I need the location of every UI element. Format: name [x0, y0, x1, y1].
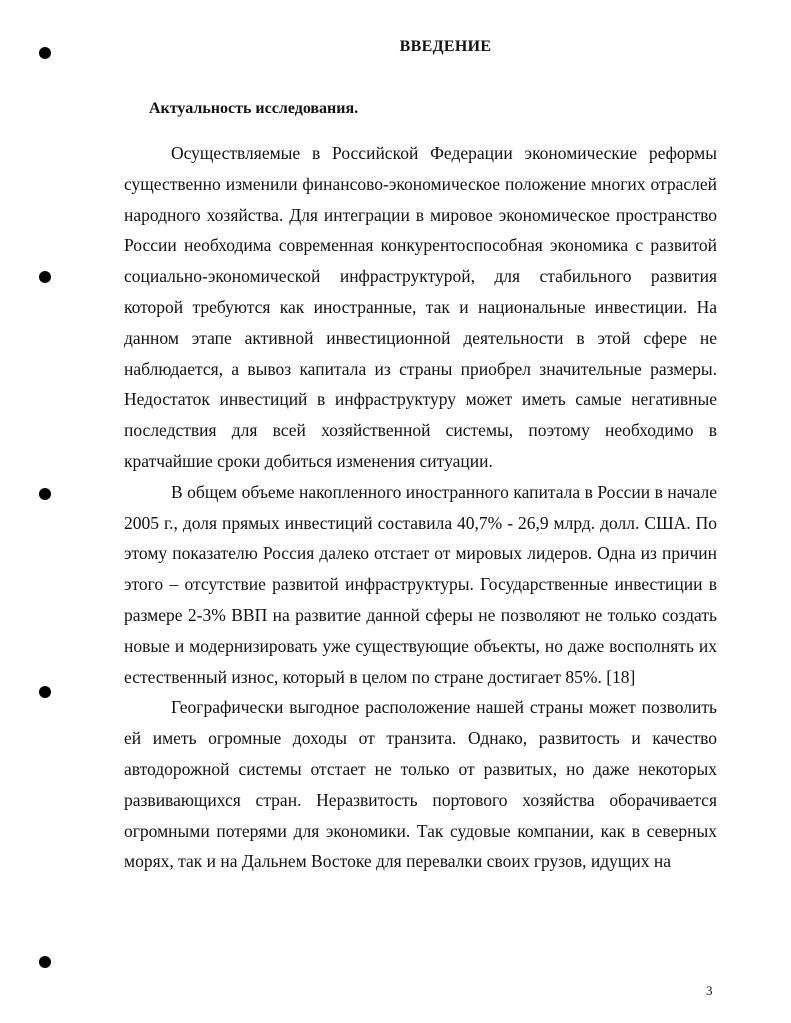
binder-hole-mark: [39, 271, 51, 283]
page-title: ВВЕДЕНИЕ: [399, 38, 492, 55]
paragraph: Осуществляемые в Российской Федерации экономические реформы существенно изменили финансово-экономическое положение многих отраслей народного хозяйства. Для интеграции в мировое экономическое пространство России необходима современная конкурентоспособная экономика с развитой социально-экономической инфраструктурой, для стабильного развития которой требуются как иностранные, так и национальные инвестиции. На данном этапе активной инвестиционной деятельности в этой сфере не наблюдается, а вывоз капитала из страны приобрел значительные размеры. Недостаток инвестиций в инфраструктуру может иметь самые негативные последствия для всей хозяйственной системы, поэтому необходимо в кратчайшие сроки добиться изменения ситуации.: [124, 143, 717, 471]
section-heading: Актуальность исследования.: [149, 100, 359, 117]
paragraph: В общем объеме накопленного иностранного капитала в России в начале 2005 г., доля прямых инвестиций составила 40,7% - 26,9 млрд. долл. США. По этому показателю Россия далеко отстает от мировых лидеров. Одна из причин этого – отсутствие развитой инфраструктуры. Государственные инвестиции в размере 2-3% ВВП на развитие данной сферы не позволяют не только создать новые и модернизировать уже существующие объекты, но даже восполнять их естественный износ, который в целом по стране достигает 85%. [18]: [124, 481, 717, 687]
page-number: 3: [706, 983, 713, 998]
body-text: [124, 138, 717, 877]
binder-hole-mark: [39, 956, 51, 968]
binder-hole-mark: [39, 686, 51, 698]
paragraph: Географически выгодное расположение нашей страны может позволить ей иметь огромные доходы от транзита. Однако, развитость и качество автодорожной системы отстает не только от развитых, но даже некоторых развивающихся стран. Неразвитость портового хозяйства оборачивается огромными потерями для экономики. Так судовые компании, как в северных морях, так и на Дальнем Востоке для перевалки своих грузов, идущих на: [124, 697, 717, 872]
binder-hole-mark: [39, 488, 51, 500]
